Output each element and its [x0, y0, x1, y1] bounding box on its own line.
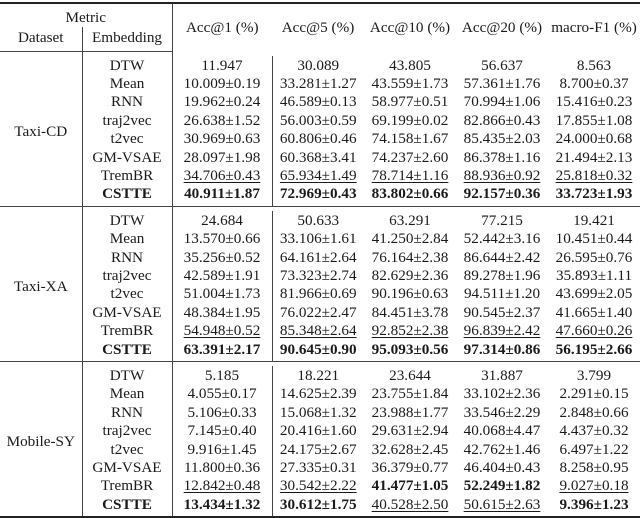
table-row [0, 93, 640, 111]
column-header-acc10: Acc@10 (%) [369, 19, 451, 37]
table-cell [364, 148, 456, 166]
metric-value: 41.477±1.05 [371, 477, 449, 495]
table-row [0, 248, 640, 266]
embedding-label: GM-VSAE [82, 148, 172, 166]
embedding-label: t2vec [82, 440, 172, 458]
metric-value: 52.249±1.82 [463, 477, 541, 495]
table-row [0, 111, 640, 129]
table-cell [272, 440, 364, 458]
metric-value: 40.068±4.47 [463, 422, 541, 440]
table-cell [272, 385, 364, 403]
metric-value: 70.994±1.06 [463, 93, 541, 111]
metric-value: 14.625±2.39 [279, 385, 357, 403]
table-cell [272, 321, 364, 339]
metric-value: 76.164±2.38 [371, 248, 449, 266]
metric-value: 15.416±0.23 [555, 93, 633, 111]
table-cell [364, 303, 456, 321]
table-row [0, 285, 640, 303]
table-cell [272, 93, 364, 111]
metric-value: 17.855±1.08 [555, 111, 633, 129]
table-row [0, 385, 640, 403]
embedding-label: RNN [82, 403, 172, 421]
metric-value: 41.665±1.40 [555, 303, 633, 321]
table-cell [548, 385, 640, 403]
metric-value: 82.866±0.43 [463, 111, 541, 129]
metric-value: 31.887 [481, 366, 523, 384]
table-cell [364, 211, 456, 229]
metric-value: 52.442±3.16 [463, 230, 541, 248]
metric-value: 19.962±0.24 [183, 93, 261, 111]
metric-value: 19.421 [573, 211, 615, 229]
metric-value: 29.631±2.94 [371, 422, 449, 440]
metric-value: 86.378±1.16 [463, 148, 541, 166]
embedding-label: TremBR [82, 321, 172, 339]
metric-value: 33.281±1.27 [279, 75, 357, 93]
metric-value: 11.947 [201, 56, 243, 74]
table-body [0, 52, 640, 518]
table-cell [172, 148, 272, 166]
metric-value: 23.644 [389, 366, 431, 384]
embedding-label: TremBR [82, 477, 172, 495]
metric-value: 35.893±1.11 [555, 266, 633, 284]
metric-value: 89.278±1.96 [463, 266, 541, 284]
table-cell [172, 166, 272, 184]
metric-value: 47.660±0.26 [555, 322, 633, 340]
table-row [0, 185, 640, 207]
embedding-label: t2vec [82, 130, 172, 148]
embedding-header: Embedding [82, 27, 172, 52]
table-cell [272, 266, 364, 284]
table-row [0, 340, 640, 362]
table-cell [272, 340, 364, 362]
table-cell [364, 111, 456, 129]
table-cell [364, 93, 456, 111]
metric-value: 8.258±0.95 [559, 458, 629, 476]
table-cell [456, 74, 548, 92]
metric-value: 76.022±2.47 [279, 303, 357, 321]
metric-value: 33.102±2.36 [463, 385, 541, 403]
table-row [0, 477, 640, 495]
table-cell [272, 477, 364, 495]
dataset-label-mobile-sy: Mobile-SY [0, 366, 82, 517]
table-row [0, 148, 640, 166]
metric-value: 50.615±2.63 [463, 495, 541, 513]
table-cell [548, 166, 640, 184]
table-cell [272, 495, 364, 517]
metric-value: 6.497±1.22 [559, 440, 629, 458]
metric-value: 40.528±2.50 [371, 495, 449, 513]
metric-value: 56.195±2.66 [555, 340, 633, 358]
table-cell [172, 495, 272, 517]
metric-value: 81.966±0.69 [279, 285, 357, 303]
embedding-label: RNN [82, 93, 172, 111]
table-cell [364, 230, 456, 248]
metric-value: 27.335±0.31 [279, 458, 357, 476]
table-cell [364, 166, 456, 184]
table-cell [548, 366, 640, 384]
table-header [0, 3, 640, 52]
metric-value: 42.589±1.91 [183, 266, 261, 284]
table-row [0, 74, 640, 92]
metric-value: 18.221 [297, 366, 340, 384]
metric-value: 4.437±0.32 [559, 422, 629, 440]
table-cell [364, 56, 456, 74]
metric-value: 64.161±2.64 [279, 248, 357, 266]
table-cell [548, 303, 640, 321]
metric-value: 58.977±0.51 [371, 93, 449, 111]
metric-value: 96.839±2.42 [463, 322, 541, 340]
table-cell [364, 366, 456, 384]
metric-value: 82.629±2.36 [371, 266, 449, 284]
metric-value: 48.384±1.95 [183, 303, 261, 321]
table-cell [456, 440, 548, 458]
table-cell [172, 477, 272, 495]
results-table [0, 2, 640, 518]
metric-value: 30.612±1.75 [279, 495, 357, 513]
table-cell [172, 385, 272, 403]
table-cell [456, 230, 548, 248]
embedding-label: CSTTE [82, 185, 172, 207]
table-cell [172, 266, 272, 284]
metric-value: 24.000±0.68 [555, 130, 633, 148]
metric-value: 30.969±0.63 [183, 130, 261, 148]
table-cell [456, 148, 548, 166]
embedding-label: t2vec [82, 285, 172, 303]
metric-value: 84.451±3.78 [371, 303, 449, 321]
table-cell [272, 74, 364, 92]
table-cell [548, 340, 640, 362]
table-cell [456, 130, 548, 148]
metric-value: 10.009±0.19 [183, 75, 261, 93]
table-row [0, 166, 640, 184]
table-cell [456, 458, 548, 476]
table-row [0, 458, 640, 476]
metric-value: 23.755±1.84 [371, 385, 449, 403]
table-cell [364, 130, 456, 148]
metric-value: 51.004±1.73 [183, 285, 261, 303]
metric-value: 32.628±2.45 [371, 440, 449, 458]
metric-value: 2.291±0.15 [559, 385, 629, 403]
metric-value: 72.969±0.43 [279, 185, 357, 203]
table-cell [364, 340, 456, 362]
table-cell [364, 266, 456, 284]
metric-value: 8.700±0.37 [559, 75, 629, 93]
table-cell [548, 56, 640, 74]
table-cell [364, 458, 456, 476]
metric-value: 11.800±0.36 [183, 458, 261, 476]
table-cell [548, 211, 640, 229]
metric-value: 90.196±0.63 [371, 285, 449, 303]
metric-value: 21.494±2.13 [555, 148, 633, 166]
table-row [0, 403, 640, 421]
metric-header: Metric [0, 3, 172, 27]
metric-value: 30.089 [297, 56, 340, 74]
table-cell [364, 321, 456, 339]
embedding-label: GM-VSAE [82, 303, 172, 321]
metric-value: 63.391±2.17 [183, 340, 261, 358]
metric-value: 13.570±0.66 [183, 230, 261, 248]
metric-value: 24.684 [201, 211, 243, 229]
metric-value: 94.511±1.20 [463, 285, 541, 303]
table-cell [364, 477, 456, 495]
metric-value: 50.633 [297, 211, 340, 229]
table-cell [172, 403, 272, 421]
dataset-label-taxi-cd: Taxi-CD [0, 56, 82, 207]
table-cell [172, 340, 272, 362]
table-cell [456, 340, 548, 362]
table-row [0, 321, 640, 339]
metric-value: 34.706±0.43 [183, 167, 261, 185]
metric-value: 65.934±1.49 [279, 167, 357, 185]
table-cell [548, 148, 640, 166]
metric-value: 46.589±0.13 [279, 93, 357, 111]
metric-value: 43.559±1.73 [371, 75, 449, 93]
table-cell [456, 185, 548, 207]
table-cell [172, 56, 272, 74]
metric-value: 23.988±1.77 [371, 403, 449, 421]
table-cell [272, 111, 364, 129]
metric-value: 9.396±1.23 [559, 495, 629, 513]
metric-value: 13.434±1.32 [183, 495, 261, 513]
metric-value: 10.451±0.44 [555, 230, 633, 248]
metric-value: 36.379±0.77 [371, 458, 449, 476]
table-cell [364, 403, 456, 421]
table-cell [172, 211, 272, 229]
metric-value: 7.145±0.40 [187, 422, 257, 440]
table-cell [272, 230, 364, 248]
metric-value: 92.157±0.36 [463, 185, 541, 203]
table-cell [456, 93, 548, 111]
table-cell [272, 56, 364, 74]
table-row [0, 230, 640, 248]
metric-value: 86.644±2.42 [463, 248, 541, 266]
table-cell [456, 111, 548, 129]
table-cell [548, 74, 640, 92]
table-cell [172, 130, 272, 148]
metric-value: 33.723±1.93 [555, 185, 633, 203]
table-cell [272, 130, 364, 148]
table-cell [456, 266, 548, 284]
table-cell [456, 403, 548, 421]
table-cell [364, 285, 456, 303]
metric-value: 41.250±2.84 [371, 230, 449, 248]
metric-value: 77.215 [481, 211, 523, 229]
metric-value: 33.546±2.29 [463, 403, 541, 421]
table-row [0, 366, 640, 384]
table-cell [364, 74, 456, 92]
table-cell [364, 440, 456, 458]
embedding-label: DTW [82, 211, 172, 229]
table-cell [548, 111, 640, 129]
table-cell [548, 321, 640, 339]
metric-value: 56.003±0.59 [279, 111, 357, 129]
table-cell [548, 266, 640, 284]
table-cell [548, 477, 640, 495]
table-cell [272, 148, 364, 166]
table-cell [548, 458, 640, 476]
table-cell [456, 477, 548, 495]
table-cell [272, 403, 364, 421]
table-cell [456, 56, 548, 74]
metric-value: 24.175±2.67 [279, 440, 357, 458]
embedding-label: DTW [82, 366, 172, 384]
table-cell [548, 130, 640, 148]
metric-value: 4.055±0.17 [187, 385, 257, 403]
metric-value: 60.806±0.46 [279, 130, 357, 148]
metric-value: 95.093±0.56 [371, 340, 449, 358]
table-cell [456, 166, 548, 184]
metric-value: 54.948±0.52 [183, 322, 261, 340]
table-cell [548, 230, 640, 248]
table-cell [548, 495, 640, 517]
table-cell [456, 385, 548, 403]
metric-value: 28.097±1.98 [183, 148, 261, 166]
table-cell [364, 248, 456, 266]
metric-value: 3.799 [576, 366, 612, 384]
table-cell [364, 385, 456, 403]
metric-value: 35.256±0.52 [183, 248, 261, 266]
metric-value: 97.314±0.86 [463, 340, 541, 358]
table-cell [172, 230, 272, 248]
metric-value: 30.542±2.22 [279, 477, 357, 495]
table-cell [272, 366, 364, 384]
metric-value: 5.106±0.33 [187, 403, 257, 421]
table-row [0, 266, 640, 284]
embedding-label: TremBR [82, 166, 172, 184]
embedding-label: CSTTE [82, 340, 172, 362]
metric-value: 57.361±1.76 [463, 75, 541, 93]
metric-value: 46.404±0.43 [463, 458, 541, 476]
column-header-macro-f1: macro-F1 (%) [551, 19, 637, 37]
dataset-label-taxi-xa: Taxi-XA [0, 211, 82, 362]
metric-value: 56.637 [481, 56, 523, 74]
table-cell [456, 248, 548, 266]
metric-value: 74.158±1.67 [371, 130, 449, 148]
metric-value: 15.068±1.32 [279, 403, 357, 421]
table-cell [456, 321, 548, 339]
table-cell [272, 285, 364, 303]
table-cell [456, 495, 548, 517]
metric-value: 83.802±0.66 [371, 185, 449, 203]
table-cell [272, 248, 364, 266]
embedding-label: DTW [82, 56, 172, 74]
table-cell [272, 458, 364, 476]
embedding-label: Mean [82, 74, 172, 92]
table-cell [548, 93, 640, 111]
metric-value: 33.106±1.61 [279, 230, 357, 248]
metric-value: 5.185 [204, 366, 240, 384]
dataset-header: Dataset [0, 27, 82, 52]
table-cell [364, 185, 456, 207]
metric-value: 43.805 [389, 56, 431, 74]
metric-value: 9.916±1.45 [187, 440, 257, 458]
table-cell [172, 321, 272, 339]
table-cell [172, 285, 272, 303]
metric-value: 73.323±2.74 [279, 266, 357, 284]
table-cell [548, 403, 640, 421]
table-row [0, 440, 640, 458]
table-cell [172, 74, 272, 92]
metric-value: 88.936±0.92 [463, 167, 541, 185]
embedding-label: traj2vec [82, 421, 172, 439]
embedding-label: traj2vec [82, 266, 172, 284]
table-cell [456, 285, 548, 303]
metric-value: 2.848±0.66 [559, 403, 629, 421]
metric-value: 92.852±2.38 [371, 322, 449, 340]
embedding-label: Mean [82, 385, 172, 403]
table-cell [548, 440, 640, 458]
metric-value: 12.842±0.48 [183, 477, 261, 495]
metric-value: 8.563 [576, 56, 612, 74]
metric-value: 43.699±2.05 [555, 285, 633, 303]
metric-value: 85.435±2.03 [463, 130, 541, 148]
table-cell [364, 495, 456, 517]
embedding-label: Mean [82, 230, 172, 248]
metric-value: 42.762±1.46 [463, 440, 541, 458]
table-cell [272, 185, 364, 207]
table-cell [172, 248, 272, 266]
table-cell [548, 248, 640, 266]
table-cell [456, 303, 548, 321]
table-cell [172, 185, 272, 207]
table-cell [272, 303, 364, 321]
table-cell [456, 211, 548, 229]
metric-value: 69.199±0.02 [371, 111, 449, 129]
embedding-label: traj2vec [82, 111, 172, 129]
table-cell [172, 93, 272, 111]
table-row [0, 303, 640, 321]
metric-value: 26.595±0.76 [555, 248, 633, 266]
metric-value: 60.368±3.41 [279, 148, 357, 166]
table-cell [548, 185, 640, 207]
table-cell [172, 458, 272, 476]
table-cell [272, 211, 364, 229]
metric-value: 90.645±0.90 [279, 340, 357, 358]
table-cell [172, 366, 272, 384]
table-cell [548, 285, 640, 303]
table-row [0, 130, 640, 148]
column-header-acc5: Acc@5 (%) [281, 19, 355, 37]
column-header-acc20: Acc@20 (%) [461, 19, 543, 37]
metric-value: 20.416±1.60 [279, 422, 357, 440]
table-row [0, 495, 640, 517]
metric-value: 78.714±1.16 [371, 167, 449, 185]
metric-value: 26.638±1.52 [183, 111, 261, 129]
table-cell [456, 366, 548, 384]
table-cell [172, 440, 272, 458]
metric-value: 74.237±2.60 [371, 148, 449, 166]
metric-value: 25.818±0.32 [555, 167, 633, 185]
table-cell [172, 111, 272, 129]
metric-value: 85.348±2.64 [279, 322, 357, 340]
metric-value: 63.291 [389, 211, 431, 229]
embedding-label: CSTTE [82, 495, 172, 517]
metric-value: 40.911±1.87 [184, 185, 260, 203]
table-cell [172, 303, 272, 321]
metric-value: 9.027±0.18 [559, 477, 629, 495]
embedding-label: RNN [82, 248, 172, 266]
table-row [0, 211, 640, 229]
column-header-acc1: Acc@1 (%) [185, 19, 259, 37]
metric-value: 90.545±2.37 [463, 303, 541, 321]
table-cell [272, 166, 364, 184]
table-row [0, 56, 640, 74]
embedding-label: GM-VSAE [82, 458, 172, 476]
